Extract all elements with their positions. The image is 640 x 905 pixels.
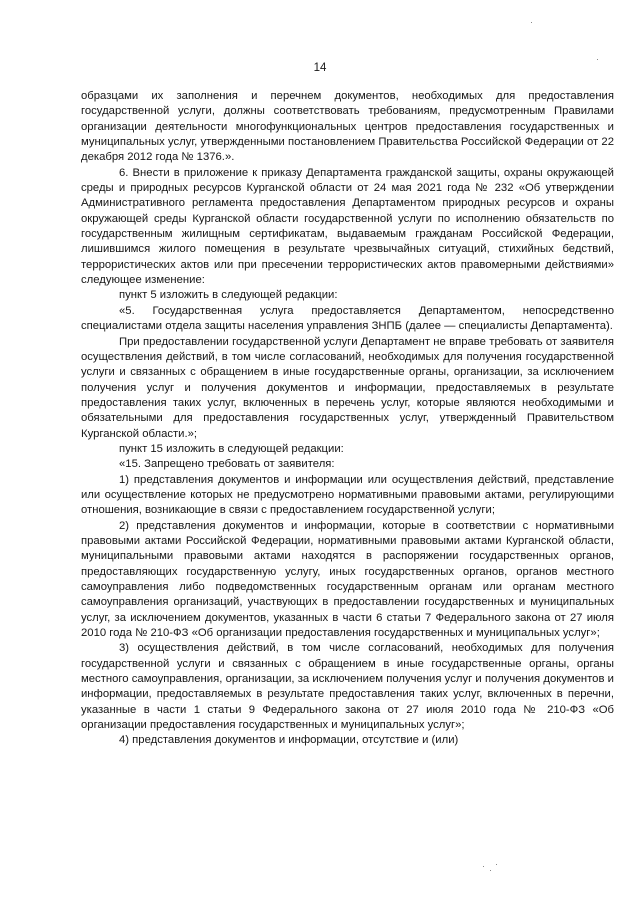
scan-speck [531,22,532,23]
scan-speck [483,866,484,867]
list-item-2: 2) представления документов и информации, которые в соответствии с нормативными правовыми актами Российской Федерации, нормативными правовыми актами Курганской области, муниципальными правовыми актами находятся в распоряжении государственных органов, предоставляющих государственную услугу, иных государственных органов, органов местного самоуправления либо подведомственных государственным органам или органам местного самоуправления организаций, участвующих в предоставлении государственных и муниципальных услуг, за исключением документов, указанных в части 6 статьи 7 Федерального закона от 27 июля 2010 года № 210-ФЗ «Об организации предоставления государственных и муниципальных услуг»; [81,519,614,640]
page-number: 14 [313,62,327,74]
scan-speck [496,864,497,865]
paragraph-point-5-intro: пункт 5 изложить в следующей редакции: [119,289,338,302]
paragraph-point-15-heading: «15. Запрещено требовать от заявителя: [119,458,335,471]
list-item-3: 3) осуществления действий, в том числе согласований, необходимых для получения государственной услуги и связанных с обращением в иные государственные органы, органы местного самоуправления, организации, за исключением получения услуг и получения документов и информации, предоставляемых в результате предоставления таких услуг, включенных в перечни, указанные в части 1 статьи 9 Федерального закона от 27 июля 2010 года № 210-ФЗ «Об организации предоставления государственных и муниципальных услуг»; [81,642,614,732]
paragraph-continuation: образцами их заполнения и перечнем документов, необходимых для предоставления государственной услуги, должны соответствовать требованиям, предусмотренным Правилами организации деятельности многофункциональных центров предоставления государственных и муниципальных услуг, утвержденными постановлением Правительства Российской Федерации от 22 декабря 2012 года № 1376.». [81,90,614,164]
paragraph-item-6: 6. Внести в приложение к приказу Департамента гражданской защиты, охраны окружающей среды и природных ресурсов Курганской области от 24 мая 2021 года № 232 «Об утверждении Административного регламента предоставления Департаментом природных ресурсов и охраны окружающей среды Курганской области государственной услуги по исполнению обязательств по государственным жилищным сертификатам, выдаваемым гражданам Российской Федерации, лишившимся жилого помещения в результате чрезвычайных ситуаций, стихийных бедствий, террористических актов или при пресечении террористических актов правомерными действиями» следующее изменение: [81,166,614,287]
list-item-1: 1) представления документов и информации или осуществления действий, представление или осуществление которых не предусмотрено нормативными правовыми актами, регулирующими отношения, возникающие в связи с предоставлением государственной услуги; [81,473,614,517]
paragraph-point-15-intro: пункт 15 изложить в следующей редакции: [119,442,344,455]
scan-speck [490,870,491,871]
paragraph-point-5-prohibition: При предоставлении государственной услуги Департамент не вправе требовать от заявителя осуществления действий, в том числе согласований, необходимых для получения государственной услуги и связанных с обращением в иные государственные органы, организации, за исключением получения услуг и получения документов и информации, предоставляемых в результате предоставления таких услуг, включенных в перечень услуг, которые являются необходимыми и обязательными для предоставления государственных услуг, утвержденный Правительством Курганской области.»; [81,335,614,440]
paragraph-point-5-text: «5. Государственная услуга предоставляется Департаментом, непосредственно специалистами отдела защиты населения управления ЗНПБ (далее — специалисты Департамента). [81,304,614,333]
scan-speck [597,59,598,60]
list-item-4: 4) представления документов и информации, отсутствие и (или) [119,734,459,747]
document-body [81,89,614,749]
